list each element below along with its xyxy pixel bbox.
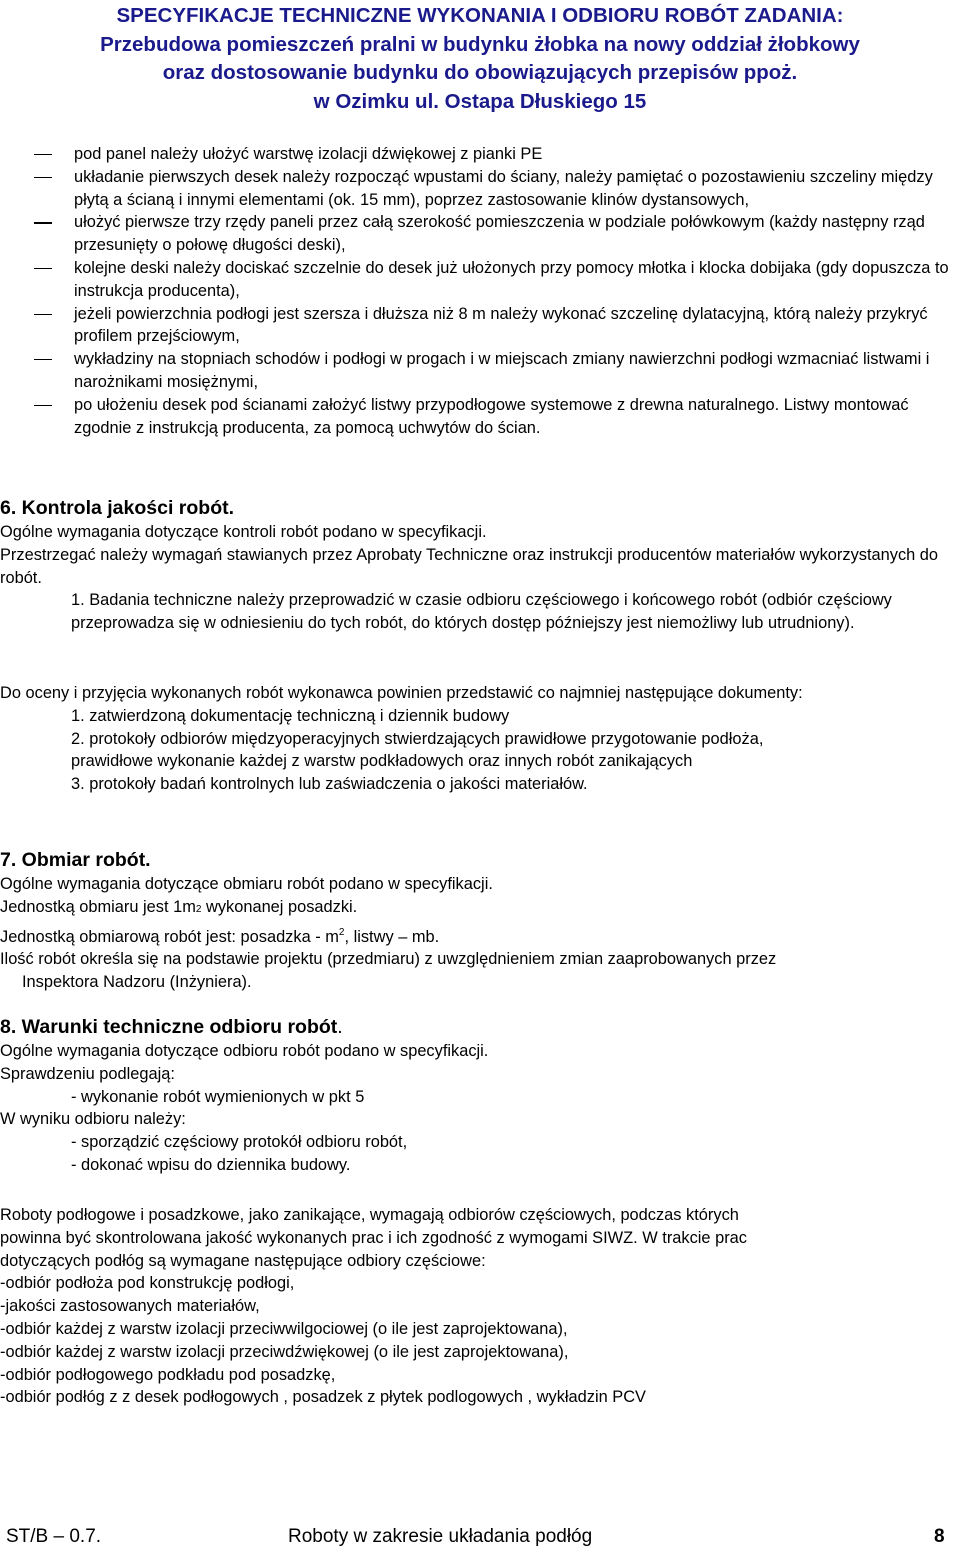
list-item: -odbiór każdej z warstw izolacji przeciwwilgociowej (o ile jest zaprojektowana), <box>0 1319 568 1338</box>
section-partial-acceptance <box>0 1204 960 1409</box>
list-item: -odbiór każdej z warstw izolacji przeciwdźwiękowej (o ile jest zaprojektowana), <box>0 1342 569 1361</box>
header-line-3: oraz dostosowanie budynku do obowiązujących przepisów ppoż. <box>162 61 798 84</box>
paragraph: Do oceny i przyjęcia wykonanych robót wykonawca powinien przedstawić co najmniej następujące dokumenty: <box>0 684 803 702</box>
list-item: po ułożeniu desek pod ścianami założyć listwy przypodłogowe systemowe z drewna naturalnego. Listwy montować zgodnie z instrukcją producenta, za pomocą uchwytów do ścian. <box>0 394 960 440</box>
list-item: wykładziny na stopniach schodów i podłogi w progach i w miejscach zmiany nawierzchni podłogi wzmacniać listwami i narożnikami mosiężnymi, <box>0 348 960 394</box>
list-item: jeżeli powierzchnia podłogi jest szersza i dłuższa niż 8 m należy wykonać szczelinę dylatacyjną, którą należy przykryć profilem przejściowym, <box>0 303 960 349</box>
header-line-4: w Ozimku ul. Ostapa Dłuskiego 15 <box>313 89 647 113</box>
section-documents <box>0 682 960 796</box>
list-item: -jakości zastosowanych materiałów, <box>0 1297 260 1316</box>
dash-bullet-icon <box>34 222 52 223</box>
paragraph-continuation: Inspektora Nadzoru (Inżyniera). <box>22 973 252 992</box>
paragraph: powinna być skontrolowana jakość wykonanych prac i ich zgodność z wymogami SIWZ. W trakcie prac <box>0 1228 747 1247</box>
footer-title: Roboty w zakresie układania podłóg <box>288 1526 593 1547</box>
paragraph: dotyczących podłóg są wymagane następujące odbiory częściowe: <box>0 1251 486 1270</box>
paragraph: Ogólne wymagania dotyczące kontroli robót podano w specyfikacji. <box>0 523 487 541</box>
paragraph: Jednostką obmiaru jest 1m2 wykonanej posadzki. <box>0 897 358 916</box>
numbered-item: 1. zatwierdzoną dokumentację techniczną i dziennik budowy <box>71 706 510 725</box>
list-item: kolejne deski należy dociskać szczelnie do desek już ułożonych przy pomocy młotka i klocka dobijaka (gdy dopuszcza to instrukcja producenta), <box>0 257 960 303</box>
list-item: -odbiór podłoża pod konstrukcję podłogi, <box>0 1274 295 1293</box>
installation-steps-list <box>0 143 960 439</box>
list-item: -odbiór podłogowego podkładu pod posadzkę, <box>0 1365 336 1384</box>
numbered-item: 1. Badania techniczne należy przeprowadzić w czasie odbioru częściowego i końcowego robót (odbiór częściowy przeprowadza się w odniesieniu do tych robót, do których dostęp późniejszy jest niemożliwy lub utrudniony). <box>71 591 892 633</box>
document-header <box>0 2 960 116</box>
dash-bullet-icon <box>34 154 52 155</box>
dash-bullet-icon <box>34 405 52 406</box>
paragraph: Ilość robót określa się na podstawie projektu (przedmiaru) z uwzględnieniem zmian zaaprobowanych przez <box>0 950 777 969</box>
section-8-heading: 8. Warunki techniczne odbioru robót. <box>0 1016 343 1038</box>
list-item: pod panel należy ułożyć warstwę izolacji dźwiękowej z pianki PE <box>0 143 960 166</box>
paragraph: Roboty podłogowe i posadzkowe, jako zanikające, wymagają odbiorów częściowych, podczas których <box>0 1206 739 1224</box>
section-quality-control <box>0 495 960 635</box>
dash-bullet-icon <box>34 314 52 315</box>
section-measurement <box>0 847 960 994</box>
list-item: - wykonanie robót wymienionych w pkt 5 <box>71 1087 365 1106</box>
paragraph: Przestrzegać należy wymagań stawianych przez Aprobaty Techniczne oraz instrukcji producentów materiałów wykorzystanych do robót. <box>0 545 939 587</box>
numbered-item-continuation: prawidłowe wykonanie każdej z warstw podkładowych oraz innych robót zanikających <box>71 752 693 771</box>
list-item: -odbiór podłóg z z desek podłogowych , posadzek z płytek podlogowych , wykładzin PCV <box>0 1388 646 1407</box>
dash-bullet-icon <box>34 268 52 269</box>
section-6-heading: 6. Kontrola jakości robót. <box>0 497 235 519</box>
numbered-item: 2. protokoły odbiorów międzyoperacyjnych stwierdzających prawidłowe przygotowanie podłoża, <box>71 729 764 748</box>
section-acceptance <box>0 1014 960 1177</box>
paragraph: Ogólne wymagania dotyczące odbioru robót podano w specyfikacji. <box>0 1042 489 1060</box>
list-item: układanie pierwszych desek należy rozpocząć wpustami do ściany, należy pamiętać o pozostawieniu szczeliny między płytą a ścianą i innymi elementami (ok. 15 mm), poprzez zastosowanie klinów dystansowych, <box>0 166 960 212</box>
list-item: - sporządzić częściowy protokół odbioru robót, <box>71 1133 408 1152</box>
header-line-1: SPECYFIKACJE TECHNICZNE WYKONANIA I ODBIORU ROBÓT ZADANIA: <box>116 4 844 27</box>
dash-bullet-icon <box>34 177 52 178</box>
paragraph: Ogólne wymagania dotyczące obmiaru robót podano w specyfikacji. <box>0 875 493 893</box>
paragraph: Sprawdzeniu podlegają: <box>0 1064 175 1083</box>
list-item: ułożyć pierwsze trzy rzędy paneli przez całą szerokość pomieszczenia w podziale połówkowym (każdy następny rząd przesunięty o połowę długości deski), <box>0 211 960 257</box>
page-footer <box>0 1526 960 1552</box>
page-number: 8 <box>934 1526 945 1547</box>
header-line-2: Przebudowa pomieszczeń pralni w budynku żłobka na nowy oddział żłobkowy <box>100 32 860 56</box>
section-7-heading: 7. Obmiar robót. <box>0 849 151 871</box>
list-item: - dokonać wpisu do dziennika budowy. <box>71 1155 351 1174</box>
footer-code: ST/B – 0.7. <box>6 1526 102 1547</box>
numbered-item: 3. protokoły badań kontrolnych lub zaświadczenia o jakości materiałów. <box>71 775 588 794</box>
paragraph: W wyniku odbioru należy: <box>0 1110 186 1129</box>
paragraph: Jednostką obmiarową robót jest: posadzka - $m^2$, listwy – mb. <box>0 926 440 946</box>
dash-bullet-icon <box>34 359 52 360</box>
